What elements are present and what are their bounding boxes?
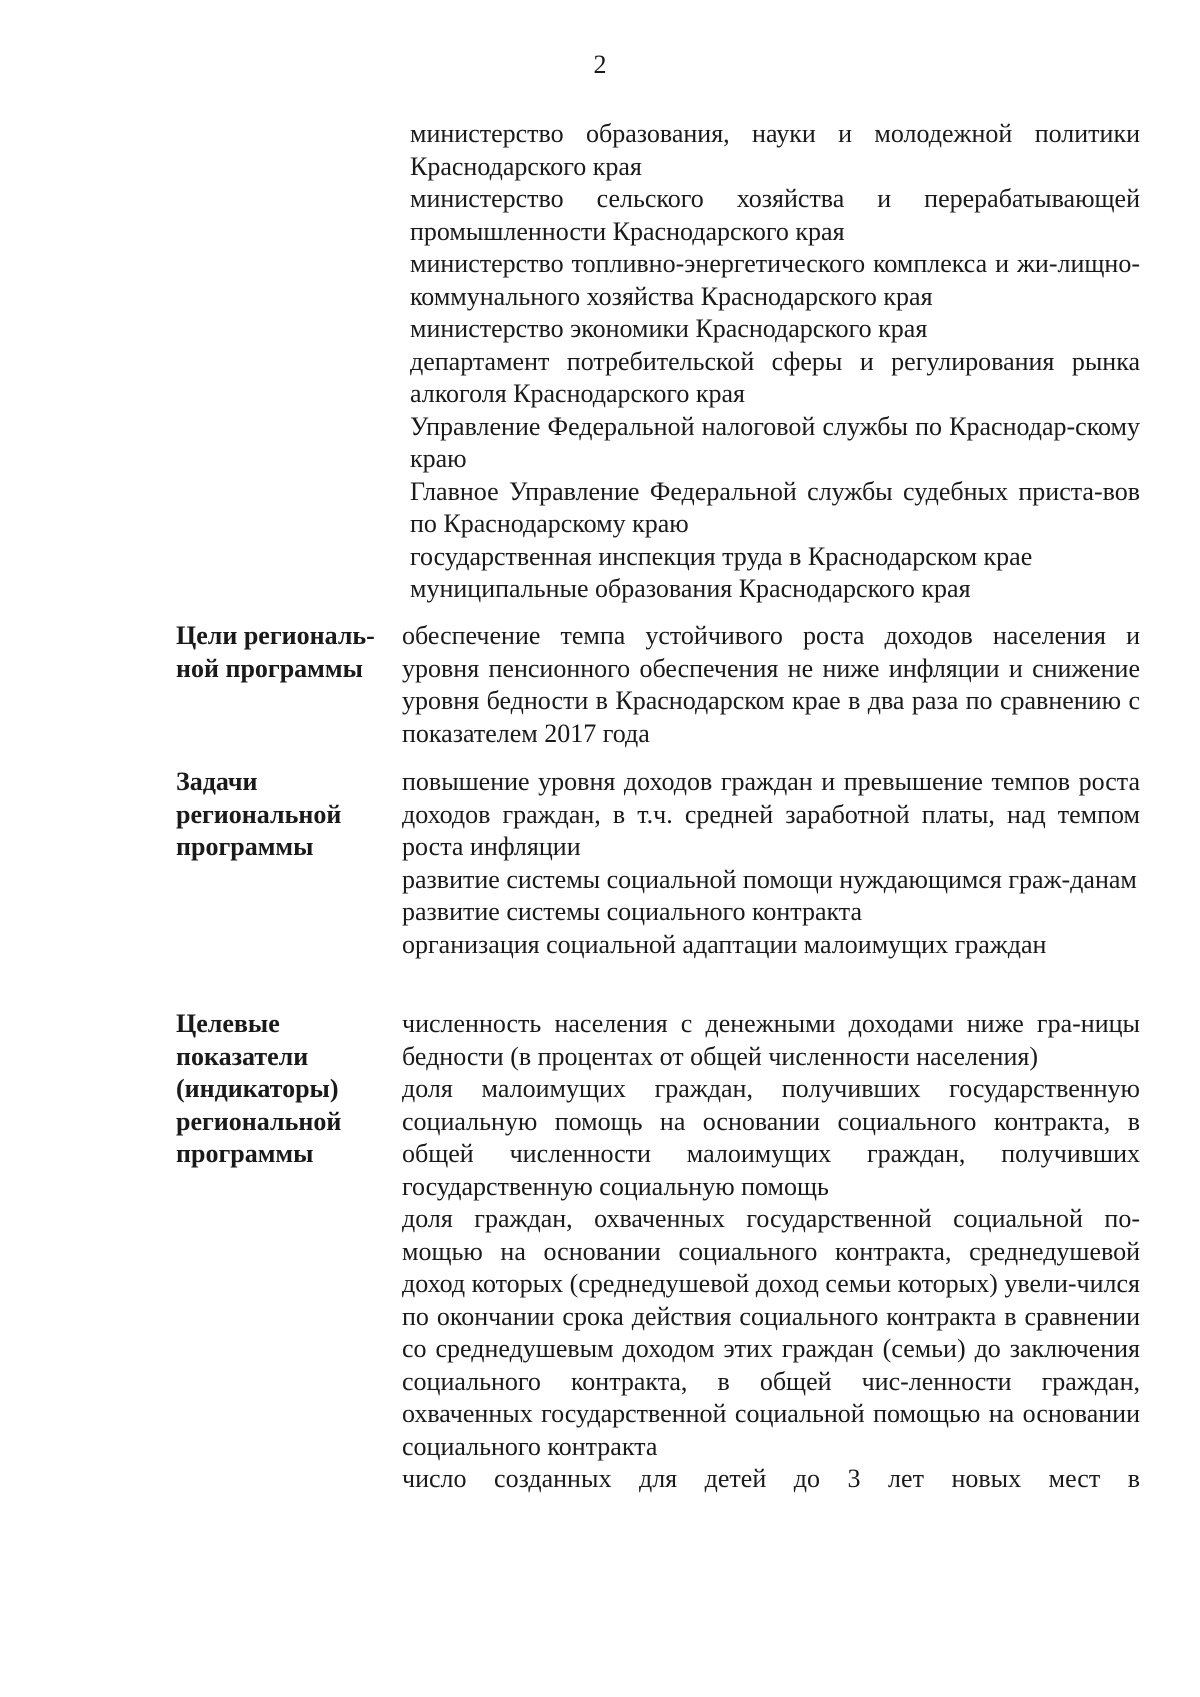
tasks-label: Задачи региональной программы xyxy=(176,767,342,861)
goals-label: Цели региональ-ной программы xyxy=(176,621,375,683)
task-item: развитие системы социального контракта xyxy=(402,897,862,926)
participant-item: министерство топливно-энергетического комплекса и жи-лищно-коммунального хозяйства Краснодарского края xyxy=(410,249,1140,311)
participant-item: министерство экономики Краснодарского края xyxy=(410,314,928,343)
participant-item: государственная инспекция труда в Краснодарском крае xyxy=(410,541,1033,571)
goals-text: обеспечение темпа устойчивого роста доходов населения и уровня пенсионного обеспечения не ниже инфляции и снижение уровня бедности в Краснодарском крае в два раза по сравнению с показателем 2017 года xyxy=(402,621,1140,748)
task-item: повышение уровня доходов граждан и превышение темпов роста доходов граждан, в т.ч. средней заработной платы, над темпом роста инфляции xyxy=(402,767,1140,861)
task-item: развитие системы социальной помощи нуждающимся граж-данам xyxy=(402,864,1137,894)
participant-item: министерство сельского хозяйства и перерабатывающей промышленности Краснодарского края xyxy=(410,184,1140,246)
indicator-item: доля малоимущих граждан, получивших государственную социальную помощь на основании социального контракта, в общей численности малоимущих граждан, получивших государственную социальную помощь xyxy=(402,1074,1140,1201)
task-item: организация социальной адаптации малоимущих граждан xyxy=(402,929,1047,959)
indicator-item: численность населения с денежными доходами ниже гра-ницы бедности (в процентах от общей численности населения) xyxy=(402,1009,1140,1071)
participant-item: министерство образования, науки и молодежной политики Краснодарского края xyxy=(410,119,1140,181)
page-number: 2 xyxy=(593,50,607,79)
participant-item: департамент потребительской сферы и регулирования рынка алкоголя Краснодарского края xyxy=(410,346,1140,408)
indicators-label: Целевые показатели (индикаторы) региональной программы xyxy=(176,1009,342,1168)
participant-item: Главное Управление Федеральной службы судебных приста-вов по Краснодарскому краю xyxy=(410,476,1140,538)
participant-item: Управление Федеральной налоговой службы по Краснодар-скому краю xyxy=(410,411,1140,473)
indicator-item: число созданных для детей до 3 лет новых мест в xyxy=(402,1464,1140,1493)
participant-item: муниципальные образования Краснодарского края xyxy=(410,574,971,603)
participants-list xyxy=(410,118,1140,606)
indicator-item: доля граждан, охваченных государственной социальной по-мощью на основании социального контракта, среднедушевой доход которых (среднедушевой доход семьи которых) увели-чился по окончании срока действия социального контракта в сравнении со среднедушевым доходом этих граждан (семьи) до заключения социального контракта, в общей чис-ленности граждан, охваченных государственной социальной помощью на основании социального контракта xyxy=(402,1204,1140,1461)
